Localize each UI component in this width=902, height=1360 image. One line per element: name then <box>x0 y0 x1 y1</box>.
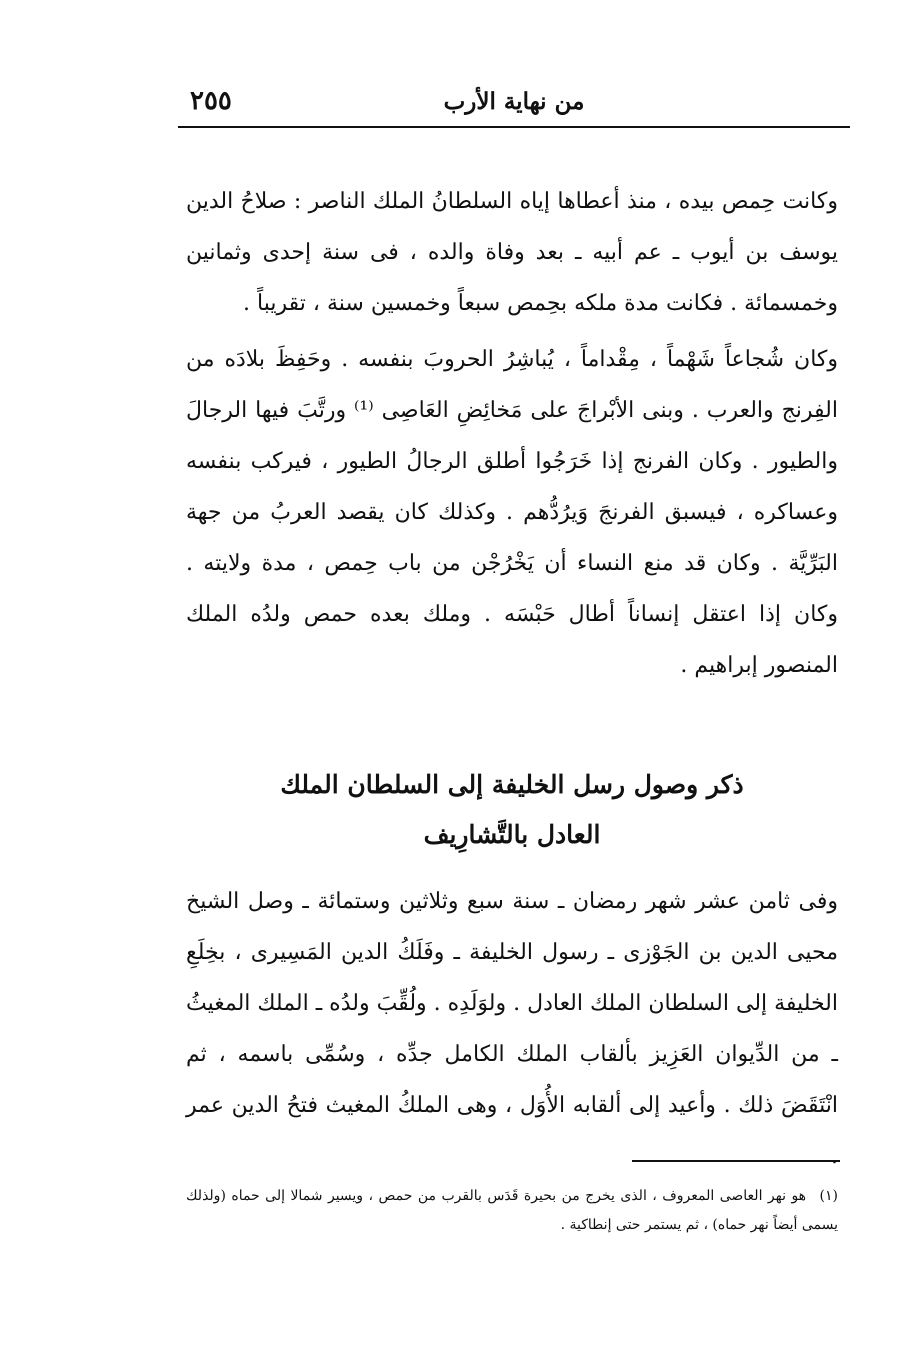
footnote <box>186 1182 838 1240</box>
footnote-divider <box>632 1160 840 1162</box>
paragraph-3: وفى ثامن عشر شهر رمضان ـ سنة سبع وثلاثين وستمائة ـ وصل الشيخ محيى الدين بن الجَوْزى ـ رسول الخليفة ـ وفَلَكُ الدين المَسِيرى ، بخِلَعِ الخليفة إلى السلطان الملك العادل . ولوَلَدِه . ولُقِّبَ ولدُه ـ الملك المغيثُ ـ من الدِّيوان العَزِيز بألقاب الملك الكامل جدِّه ، وسُمِّى باسمه ، ثم انْتَقَضَ ذلك . وأعيد إلى ألقابه الأُوَل ، وهى الملكُ المغيث فتحُ الدين عمر . <box>186 889 838 1169</box>
page-header <box>178 84 850 128</box>
paragraph-2: وكان شُجاعاً شَهْماً ، مِقْداماً ، يُباشِرُ الحروبَ بنفسه . وحَفِظَ بلادَه من الفِرنج والعرب . وبنى الأبْراجَ على مَخائِضِ العَاصِى ⁽¹⁾ ورتَّبَ فيها الرجالَ والطيور . وكان الفرنج إذا خَرَجُوا أطلق الرجالُ الطيور ، فيركب بنفسه وعساكره ، فيسبق الفرنجَ وَيرُدُّهم . وكذلك كان يقصد العربُ من جهة البَرِّيَّة . وكان قد منع النساء أن يَخْرُجْن من باب حِمص ، مدة ولايته . وكان إذا اعتقل إنساناً أطال حَبْسَه . وملك بعده حمص ولدُه الملك المنصور إبراهيم . <box>186 347 838 678</box>
paragraph-1: وكانت حِمص بيده ، منذ أعطاها إياه السلطانُ الملك الناصر : صلاحُ الدين يوسف بن أيوب ـ عم أبيه ـ بعد وفاة والده ، فى سنة إحدى وثمانين وخمسمائة . فكانت مدة ملكه بحِمص سبعاً وخمسين سنة ، تقريباً . <box>186 189 838 316</box>
footnote-text: هو نهر العاصى المعروف ، الذى يخرج من بحيرة قَدَس بالقرب من حمص ، ويسير شمالا إلى حماه (ولذلك يسمى أيضاً نهر حماه) ، ثم يستمر حتى إنطاكية . <box>186 1188 838 1233</box>
section-heading-line-1: ذكر وصول رسل الخليفة إلى السلطان الملك <box>280 770 744 799</box>
running-title: من نهاية الأرب <box>443 88 585 115</box>
footnote-marker: (١) <box>819 1188 838 1204</box>
page-number: ٢٥٥ <box>190 86 232 116</box>
section-heading-line-2: العادل بالتَّشارِيف <box>423 820 601 849</box>
